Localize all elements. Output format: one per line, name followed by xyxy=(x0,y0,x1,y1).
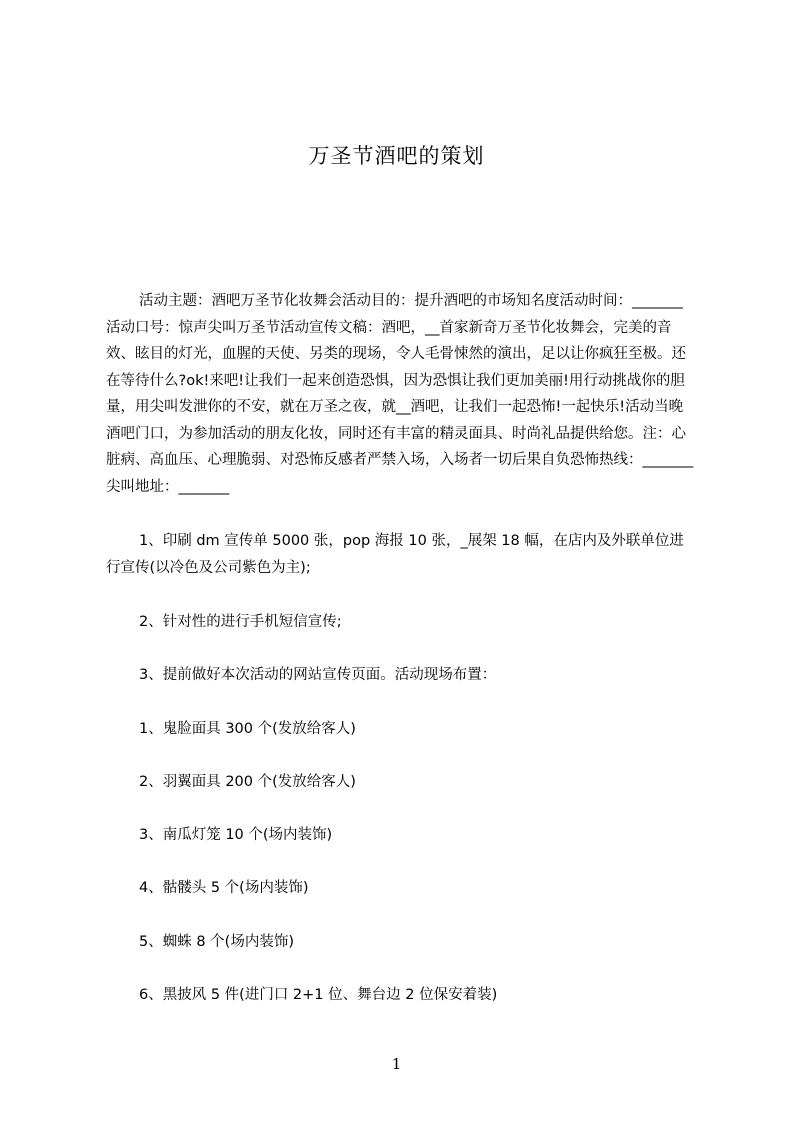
setup-list-item: 3、南瓜灯笼 10 个(场内装饰) xyxy=(139,827,333,843)
setup-list-item: 2、羽翼面具 200 个(发放给客人) xyxy=(139,774,356,790)
page-number: 1 xyxy=(391,1055,402,1073)
setup-list-item: 1、鬼脸面具 300 个(发放给客人) xyxy=(139,721,356,737)
promo-item-3: 3、提前做好本次活动的网站宣传页面。活动现场布置： xyxy=(139,667,497,683)
intro-paragraph: 活动主题：酒吧万圣节化妆舞会活动目的：提升酒吧的市场知名度活动时间：_______活动口号：惊声尖叫万圣节活动宣传文稿：酒吧，__首家新奇万圣节化妆舞会，完美的音效、眩目的灯光，血腥的天使、另类的现场，令人毛骨悚然的演出，足以让你疯狂至极。还在等待什么?ok!来吧!让我们一起来创造恐惧，因为恐惧让我们更加美丽!用行动挑战你的胆量，用尖叫发泄你的不安，就在万圣之夜，就__酒吧，让我们一起恐怖!一起快乐!活动当晚酒吧门口，为参加活动的朋友化妆，同时还有丰富的精灵面具、时尚礼品提供给您。注：心脏病、高血压、心理脆弱、对恐怖反感者严禁入场，入场者一切后果自负恐怖热线：_______尖叫地址：_______ xyxy=(106,293,694,495)
setup-list-item: 4、骷髅头 5 个(场内装饰) xyxy=(139,880,309,896)
promo-item-2: 2、针对性的进行手机短信宣传; xyxy=(139,614,342,630)
promo-item-1: 1、印刷 dm 宣传单 5000 张，pop 海报 10 张，_展架 18 幅，在店内及外联单位进行宣传(以冷色及公司紫色为主); xyxy=(106,533,684,576)
setup-list-item: 5、蜘蛛 8 个(场内装饰) xyxy=(139,934,294,950)
setup-list-item: 6、黑披风 5 件(进门口 2+1 位、舞台边 2 位保安着装) xyxy=(139,987,498,1003)
document-title: 万圣节酒吧的策划 xyxy=(308,144,485,168)
